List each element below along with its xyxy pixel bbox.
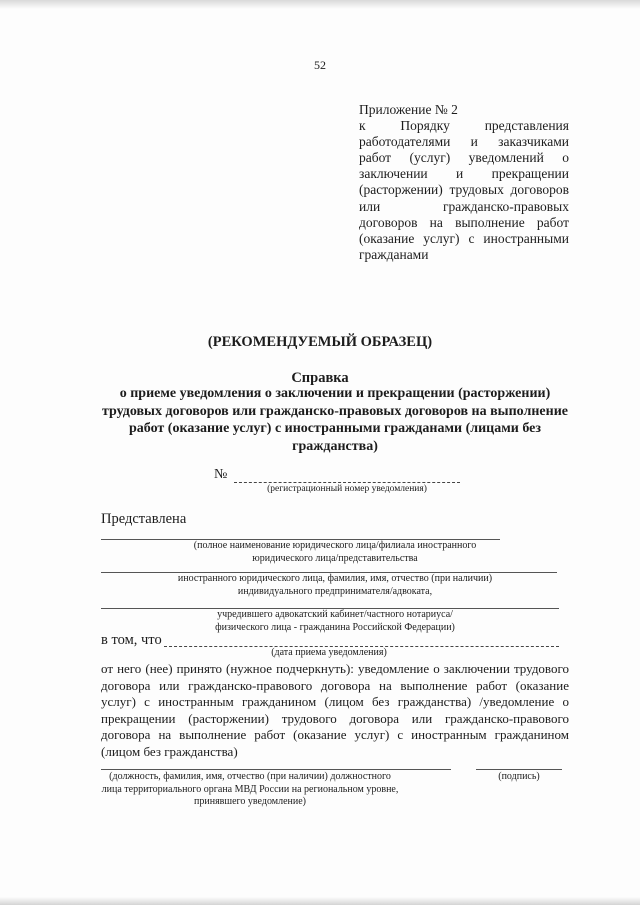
presented-label: Представлена xyxy=(101,511,187,527)
presented-caption-3: учредившего адвокатский кабинет/частного нотариуса/физического лица - гражданина Российской Федерации) xyxy=(215,609,455,633)
presented-caption-1: (полное наименование юридического лица/филиала иностранного юридического лица/представительства xyxy=(193,540,477,564)
scan-shadow-bottom xyxy=(0,897,640,905)
document-title: Справка xyxy=(291,370,349,386)
appendix-header xyxy=(359,102,569,263)
number-sign: № xyxy=(214,467,228,482)
scan-shadow-top xyxy=(0,0,640,9)
registration-number-caption: (регистрационный номер уведомления) xyxy=(267,484,427,494)
notice-paragraph: от него (нее) принято (нужное подчеркнуть): уведомление о заключении трудового договора или гражданско-правового договора на выполнение работ (оказание услуг) с иностранным гражданином (лицом без гражданства) /уведомление о прекращении (расторжении) трудового договора или гражданско-правового договора на выполнение работ (оказание услуг) с иностранным гражданином (лицом без гражданства) xyxy=(101,661,569,759)
appendix-body: к Порядку представления работодателями и заказчиками работ (услуг) уведомлений о заключении и прекращении (расторжении) трудовых договоров или гражданско-правовых договоров на выполнение работ (оказание услуг) с иностранными гражданами xyxy=(359,118,569,262)
page-number: 52 xyxy=(314,58,326,72)
signature-caption: (подпись) xyxy=(498,771,540,782)
document-subtitle: о приеме уведомления о заключении и прекращении (расторжении) трудовых договоров или гражданско-правовых договоров на выполнение работ (оказание услуг) с иностранными гражданами (лицами без гражданства) xyxy=(102,386,568,454)
in-that-label: в том, что xyxy=(101,632,162,648)
acceptance-date-caption: (дата приема уведомления) xyxy=(271,647,387,658)
signature-line xyxy=(476,769,562,770)
appendix-title: Приложение № 2 xyxy=(359,102,458,117)
registration-number-line xyxy=(234,482,460,483)
presented-caption-2: иностранного юридического лица, фамилия, имя, отчество (при наличии) индивидуального предпринимателя/адвоката, xyxy=(177,573,493,597)
sample-label: (РЕКОМЕНДУЕМЫЙ ОБРАЗЕЦ) xyxy=(207,334,433,350)
official-signature-line xyxy=(101,769,451,770)
official-caption: (должность, фамилия, имя, отчество (при наличии) должностного лица территориального органа МВД России на региональном уровне, принявшего уведомление) xyxy=(101,771,399,807)
